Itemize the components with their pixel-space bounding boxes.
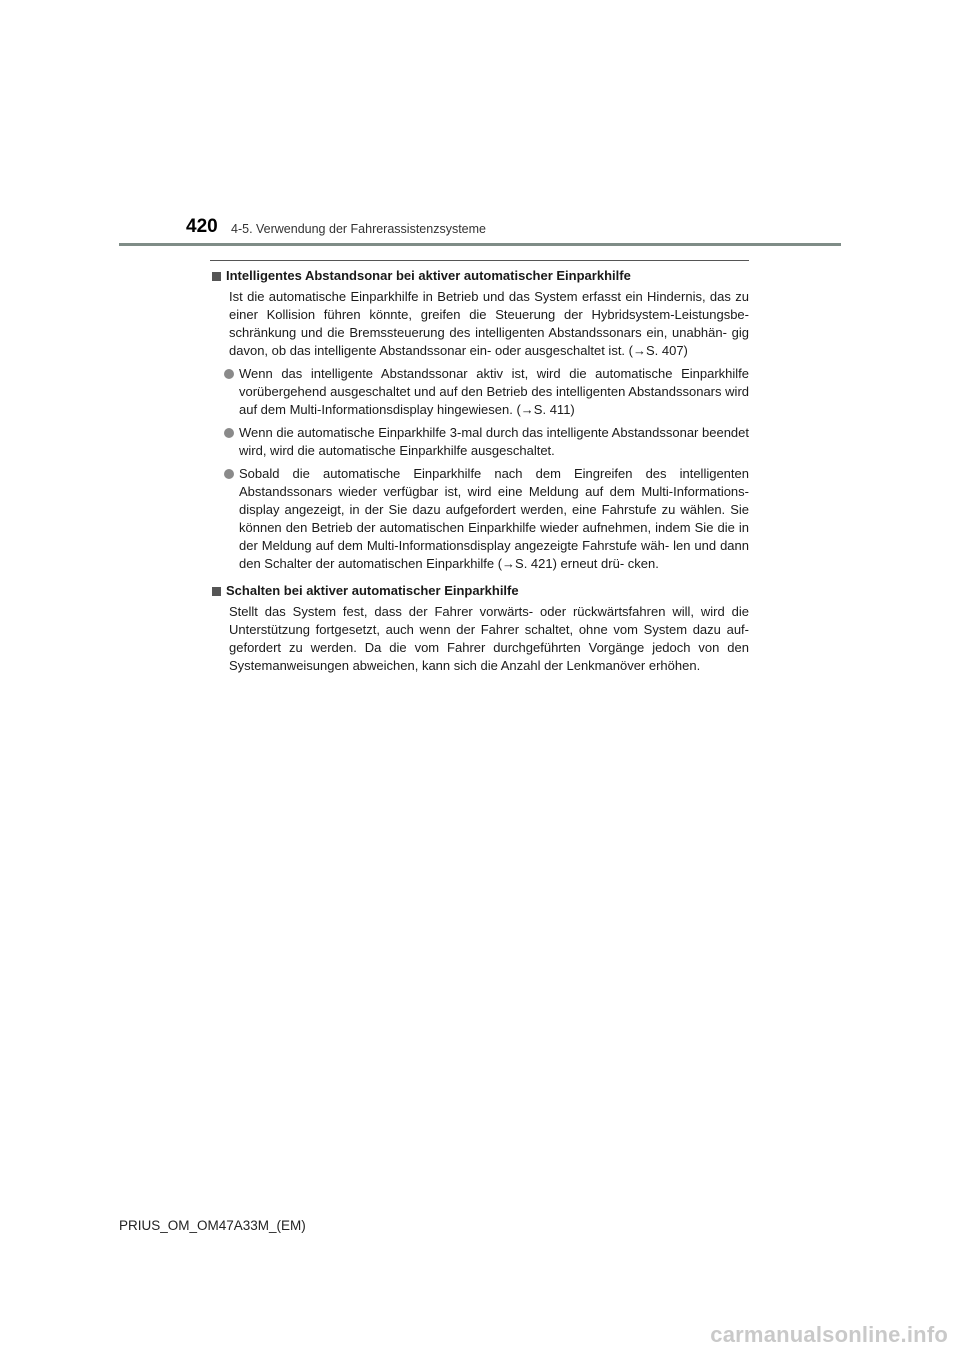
page-content	[212, 267, 749, 680]
list-item-text: Wenn die automatische Einparkhilfe 3-mal durch das intelligente Abstandssonar beendet wird, wird die automatische Einparkhilfe ausgeschaltet.	[239, 425, 749, 458]
section-heading	[212, 582, 749, 600]
list-item	[212, 365, 749, 419]
section-paragraph: Stellt das System fest, dass der Fahrer vorwärts- oder rückwärtsfahren will, wird die Unterstützung fortgesetzt, auch wenn der Fahrer schaltet, ohne vom System dazu auf- gefordert zu werden. Da die vom Fahrer durchgeführten Vorgänge jedoch von den Systemanweisungen abweichen, kann sich die Anzahl der Lenkmanöver erhöhen.	[229, 604, 749, 673]
page-number: 420	[186, 216, 218, 237]
header-rule	[119, 243, 841, 246]
list-item	[212, 424, 749, 460]
section-heading-text: Intelligentes Abstandsonar bei aktiver automatischer Einparkhilfe	[226, 268, 631, 283]
circle-bullet-icon	[224, 369, 234, 379]
watermark: carmanualsonline.info	[710, 1322, 948, 1347]
section-heading-text: Schalten bei aktiver automatischer Einparkhilfe	[226, 583, 519, 598]
square-bullet-icon	[212, 272, 221, 281]
list-item-text: Wenn das intelligente Abstandssonar aktiv ist, wird die automatische Einparkhilfe vorübergehend ausgeschaltet und auf den Betrieb des intelligenten Abstandssonars wird auf dem Multi-Informationsdisplay hingewiesen. (→S. 411)	[239, 366, 749, 417]
section-title: 4-5. Verwendung der Fahrerassistenzsysteme	[231, 222, 486, 236]
list-item-text: Sobald die automatische Einparkhilfe nach dem Eingreifen des intelligenten Abstandssonars wieder verfügbar ist, wird eine Meldung auf dem Multi-Informations- display angezeigt, in der Sie dazu aufgefordert werden, eine Fahrstufe zu wählen. Sie können den Betrieb der automatischen Einparkhilfe wieder aufnehmen, indem Sie die in der Meldung auf dem Multi-Informationsdisplay angezeigte Fahrstufe wäh- len und dann den Schalter der automatischen Einparkhilfe (→S. 421) erneut drü- cken.	[239, 466, 749, 571]
manual-code: PRIUS_OM_OM47A33M_(EM)	[119, 1218, 306, 1233]
section-paragraph: Ist die automatische Einparkhilfe in Betrieb und das System erfasst ein Hindernis, das zu einer Kollision führen könnte, greifen die Steuerung der Hybridsystem-Leistungsbe- schränkung und die Bremssteuerung des intelligenten Abstandssonars ein, unabhän- gig davon, ob das intelligente Abstandssonar ein- oder ausgeschaltet ist. (→S. 407)	[229, 289, 749, 358]
circle-bullet-icon	[224, 469, 234, 479]
square-bullet-icon	[212, 587, 221, 596]
list-item	[212, 465, 749, 573]
content-divider	[210, 260, 749, 261]
circle-bullet-icon	[224, 428, 234, 438]
section-heading	[212, 267, 749, 285]
